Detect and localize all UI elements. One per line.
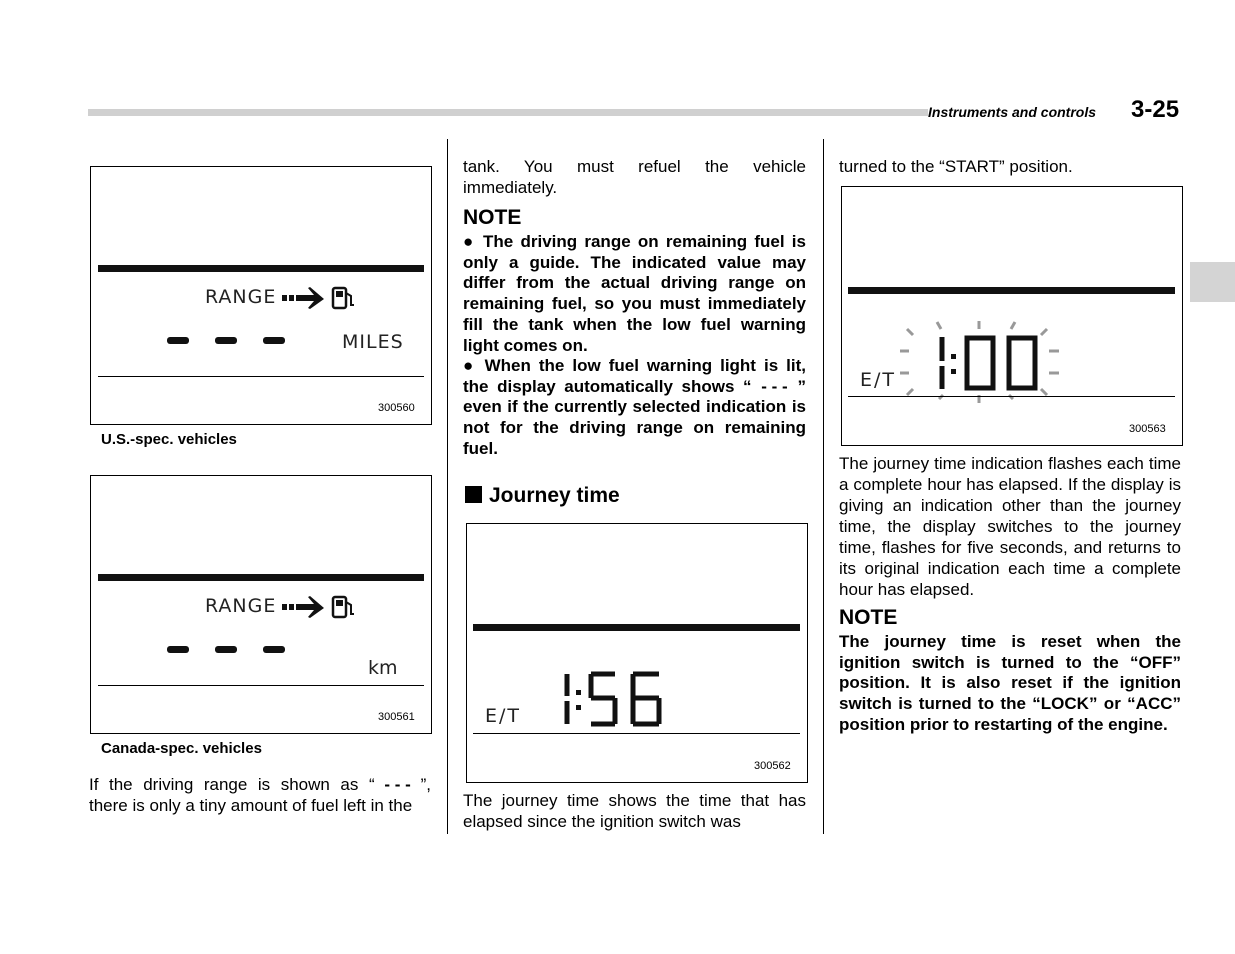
figure-canada-range xyxy=(90,475,432,734)
section-heading xyxy=(465,484,620,508)
note-text: ” even if the currently selected indication is not for the driving range on remaining fuel. xyxy=(463,376,806,458)
column-divider xyxy=(447,139,448,834)
range-label: RANGE xyxy=(205,595,277,617)
display-bottom-line xyxy=(848,396,1175,397)
figure-caption: U.S.-spec. vehicles xyxy=(101,431,237,448)
dash-symbol: - - - xyxy=(761,376,788,396)
display-bottom-line xyxy=(98,685,424,686)
bullet-icon: ● xyxy=(463,356,477,375)
display-top-bar xyxy=(98,574,424,581)
figure-journey-time-flashing xyxy=(841,186,1183,446)
range-dash xyxy=(167,646,189,653)
note-text: The driving range on remaining fuel is only a guide. The indicated value may differ from the actual driving range on remaining fuel, so you must immediately fill the tank when the low fuel warning light comes on. xyxy=(463,232,806,355)
figure-caption: Canada-spec. vehicles xyxy=(101,740,262,757)
display-top-bar xyxy=(98,265,424,272)
range-dash xyxy=(263,646,285,653)
square-bullet-icon xyxy=(465,486,482,503)
figure-id: 300560 xyxy=(378,402,415,414)
column-divider xyxy=(823,139,824,834)
unit-label: MILES xyxy=(342,331,404,353)
range-dash xyxy=(263,337,285,344)
display-bottom-line xyxy=(473,733,800,734)
range-dash xyxy=(215,337,237,344)
paragraph: The journey time shows the time that has elapsed since the ignition switch was xyxy=(463,791,806,831)
arrow-fuel-pump-icon xyxy=(280,285,358,311)
note-heading: NOTE xyxy=(839,606,898,629)
range-dash xyxy=(167,337,189,344)
paragraph: The journey time indication flashes each time a complete hour has elapsed. If the display is giving an indication other than the journey time, the display switches to the journey time, flashes for five seconds, and returns to its original indication each time a complete hour has elapsed. xyxy=(839,454,1181,599)
paragraph xyxy=(89,774,431,816)
display-top-bar xyxy=(848,287,1175,294)
time-display-flashing xyxy=(897,317,1067,405)
paragraph-text: If the driving range is shown as “ xyxy=(89,775,375,794)
page-number: 3-25 xyxy=(1131,96,1180,123)
et-label: E/T xyxy=(485,705,522,727)
header-bar xyxy=(88,109,928,116)
figure-id: 300563 xyxy=(1129,423,1166,435)
paragraph: turned to the “START” position. xyxy=(839,157,1073,176)
figure-id: 300561 xyxy=(378,711,415,723)
time-value: 1:56 xyxy=(559,670,561,671)
note-heading: NOTE xyxy=(463,206,522,229)
figure-us-range xyxy=(90,166,432,425)
note-bullet xyxy=(463,356,806,460)
section-title: Journey time xyxy=(489,484,620,507)
paragraph-text: ”, there is only a tiny amount of fuel left in the xyxy=(89,775,431,815)
arrow-fuel-pump-icon xyxy=(280,594,358,620)
bullet-icon: ● xyxy=(463,232,476,251)
figure-journey-time xyxy=(466,523,808,783)
time-display xyxy=(559,670,671,728)
chapter-tab xyxy=(1190,262,1235,302)
display-bottom-line xyxy=(98,376,424,377)
time-value: 1:00 xyxy=(897,317,899,318)
range-label: RANGE xyxy=(205,286,277,308)
et-label: E/T xyxy=(860,369,897,391)
note-text: The journey time is reset when the ignition switch is turned to the “OFF” position. It is also reset if the ignition switch is turned to the “LOCK” or “ACC” position prior to restarting of the engine. xyxy=(839,632,1181,734)
header-title: Instruments and controls xyxy=(928,104,1097,120)
note-bullet xyxy=(463,232,806,356)
paragraph: tank. You must refuel the vehicle immediately. xyxy=(463,157,806,197)
note-text: When the low fuel warning light is lit, the display automatically shows “ xyxy=(463,356,806,396)
dash-symbol: - - - xyxy=(384,775,411,794)
figure-id: 300562 xyxy=(754,760,791,772)
range-dash xyxy=(215,646,237,653)
unit-label: km xyxy=(368,657,398,679)
display-top-bar xyxy=(473,624,800,631)
